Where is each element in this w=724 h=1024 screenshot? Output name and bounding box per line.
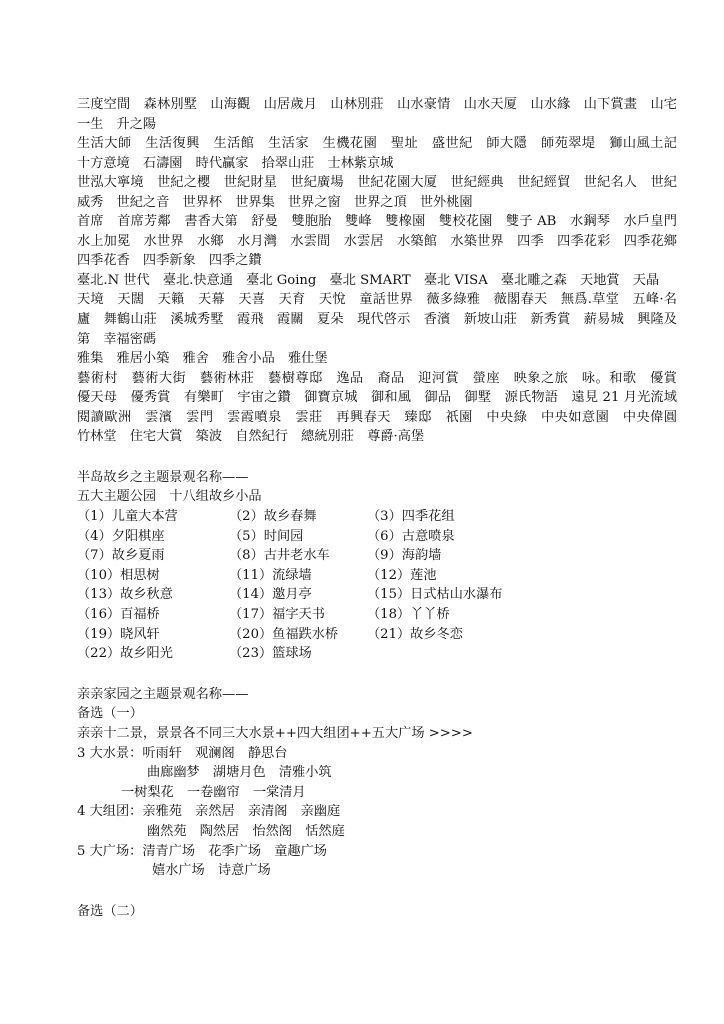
- peninsula-title: 半岛故乡之主题景观名称——: [77, 469, 249, 485]
- names-paragraph: [77, 95, 691, 447]
- peninsula-item: （2）故乡春舞: [229, 509, 317, 525]
- peninsula-item: （23）篮球场: [229, 646, 312, 662]
- water-scenes-line-1: [77, 744, 677, 764]
- plazas-line-2: 嬉水广场 诗意广场: [152, 863, 271, 879]
- clusters-label: 4 大组团：: [77, 804, 143, 820]
- peninsula-item: （19）晓风轩: [77, 626, 160, 642]
- names-block-6: 天境 天闊 天籟 天幕 天喜 天育 天悅 童話世界 薇多綠雅 薇閣春天 無爲.草堂 五峰·名廬 舞鶴山莊 溪城秀墅 霞飛 霞關 夏朵 現代啓示 香濱 新坡山莊 新秀賞 薪易城 興隆及第 幸福密碼: [77, 292, 677, 347]
- peninsula-item: （9）海韵墙: [367, 548, 442, 564]
- clusters-line-2: 幽然苑 陶然居 怡然阁 恬然庭: [147, 823, 345, 839]
- clusters-names: 亲雅苑 亲然居 亲清阁 亲幽庭: [142, 804, 341, 820]
- plazas-line-1: [77, 842, 677, 862]
- clusters-line-1: [77, 802, 677, 822]
- peninsula-item: （20）鱼福跌水桥: [229, 626, 339, 642]
- peninsula-item: （6）古意喷泉: [367, 528, 455, 544]
- names-block-1: 三度空間 森林別墅 山海觀 山居歲月 山林別莊 山水豪情 山水天厦 山水緣 山下賞畫 山宅一生 升之陽: [77, 97, 677, 132]
- family-garden-section: [77, 685, 677, 881]
- peninsula-item: （16）百福桥: [77, 607, 160, 622]
- names-block-2: 生活大師 生活復興 生活館 生活家 生機花園 聖址 盛世紀 師大隱 師苑翠堤 獅山風土記 十方意境 石濤園 時代贏家 拾翠山莊 士林紫京城: [77, 136, 691, 171]
- names-block-4: 首席 首席芳鄰 書香大第 舒曼 雙胞胎 雙峰 雙橡園 雙校花園 雙子 AB 水鋼琴 水戶皇門 水上加冕 水世界 水鄉 水月灣 水雲間 水雲居 水築館 水築世界 四季 四季花彩 四季花鄉 四季花香 四季新象 四季之鑽: [77, 214, 691, 269]
- water-scenes-names: 听雨轩 观澜阁 静思台: [142, 745, 288, 761]
- peninsula-item: （3）四季花组: [367, 509, 455, 525]
- family-garden-title: 亲亲家园之主题景观名称——: [77, 686, 249, 702]
- family-garden-intro: 亲亲十二景，景景各不同三大水景++四大组团++五大广场 >>>>: [77, 725, 473, 741]
- peninsula-item: （17）福字天书: [229, 607, 325, 622]
- peninsula-item-grid: [77, 507, 677, 664]
- option-two-heading: 备选（二）: [77, 903, 143, 919]
- peninsula-item: （8）古井老水车: [229, 548, 330, 564]
- peninsula-item: （11）流绿墙: [229, 567, 312, 583]
- peninsula-item: （7）故乡夏雨: [77, 548, 165, 564]
- peninsula-item: （18）丫丫桥: [367, 607, 450, 622]
- peninsula-item: （13）故乡秋意: [77, 587, 173, 603]
- names-block-3: 世泓大寧境 世紀之櫻 世紀財星 世紀廣場 世紀花園大厦 世紀經典 世紀經貿 世紀名人 世紀威秀 世紀之音 世界杯 世界集 世界之窗 世界之頂 世外桃園: [77, 175, 677, 210]
- names-block-5: 臺北.N 世代 臺北.快意通 臺北 Going 臺北 SMART 臺北 VISA 臺北雕之森 天地賞 天晶: [77, 272, 660, 288]
- option-two-section: [77, 902, 677, 922]
- water-scenes-line-3: 一树梨花 一卷幽帘 一棠清月: [121, 784, 306, 800]
- plazas-names: 清青广场 花季广场 童趣广场: [142, 843, 327, 859]
- names-block-7: 雅集 雅居小築 雅舍 雅舍小品 雅仕堡: [77, 351, 328, 367]
- peninsula-item: （5）时间园: [229, 528, 304, 544]
- plazas-label: 5 大广场：: [77, 843, 143, 859]
- peninsula-item: （15）日式枯山水瀑布: [367, 587, 503, 603]
- peninsula-subtitle: 五大主题公园 十八组故乡小品: [77, 489, 262, 505]
- water-scenes-line-2: 曲廊幽梦 湖塘月色 清雅小筑: [147, 765, 332, 781]
- peninsula-item: （21）故乡冬恋: [367, 626, 463, 642]
- peninsula-item: （12）莲池: [367, 567, 437, 583]
- document-page: [77, 95, 691, 921]
- peninsula-section: [77, 468, 677, 664]
- water-scenes-label: 3 大水景：: [77, 745, 143, 761]
- names-block-8: 藝術村 藝術大街 藝術林莊 藝樹尊邸 逸品 裔品 迎河賞 螢座 映象之旅 咏。和歌 優賞 優天母 優秀賞 有樂町 宇宙之鑽 御寶京城 御和風 御品 御墅 源氏物語 遠見 21 月光流域 閱讀歐洲 雲濱 雲門 雲霞噴泉 雲莊 再興春天 臻邸 祇園 中央綠 中央如意園 中央偉圓 竹林堂 住宅大賞 築波 自然紀行 總統別莊 尊爵·高堡: [77, 370, 691, 445]
- peninsula-item: （10）相思树: [77, 567, 160, 583]
- peninsula-item: （1）儿童大本营: [77, 509, 178, 525]
- peninsula-item: （22）故乡阳光: [77, 646, 173, 662]
- option-one-heading: 备选（一）: [77, 706, 143, 722]
- peninsula-item: （14）邀月亭: [229, 587, 312, 603]
- peninsula-item: （4）夕阳棋座: [77, 528, 165, 544]
